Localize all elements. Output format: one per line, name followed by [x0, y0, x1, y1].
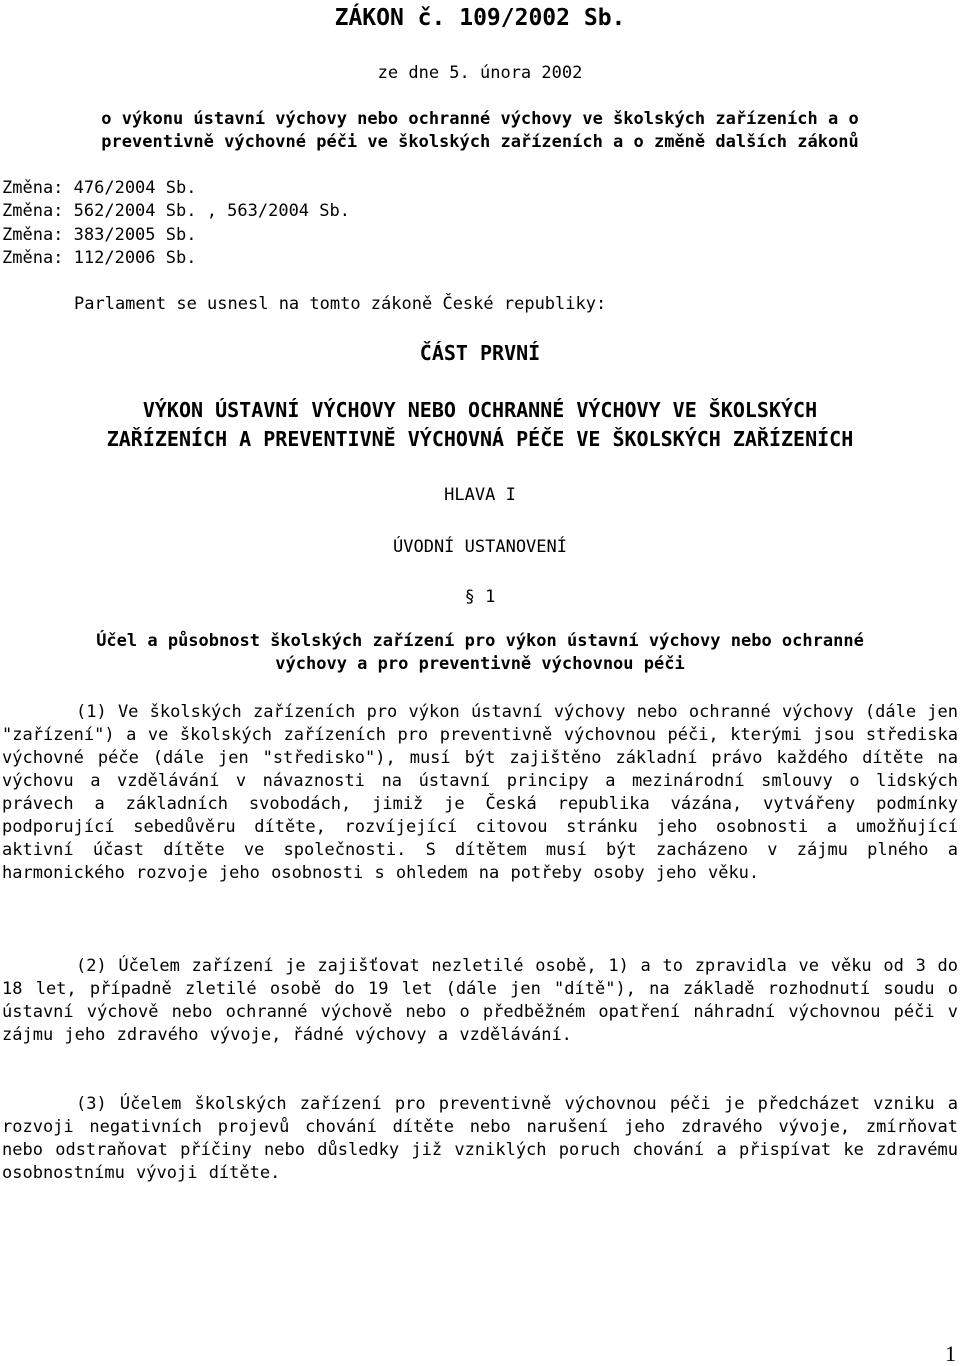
- page-number: 1: [945, 1341, 956, 1366]
- paragraph-3: (3) Účelem školských zařízení pro preventivně výchovnou péči je předcházet vzniku a rozvoji negativních projevů chování dítěte nebo narušení jeho zdravého vývoje, zmírňovat nebo odstraňovat příčiny nebo důsledky již vzniklých poruch chování a přispívat ke zdravému osobnostnímu vývoji dítěte.: [2, 1094, 958, 1183]
- amendment-item: Změna: 383/2005 Sb.: [2, 225, 197, 245]
- law-date: ze dne 5. února 2002: [377, 63, 583, 83]
- part-heading-line-1: VÝKON ÚSTAVNÍ VÝCHOVY NEBO OCHRANNÉ VÝCHOVY VE ŠKOLSKÝCH: [142, 398, 818, 422]
- amendment-item: Změna: 562/2004 Sb. , 563/2004 Sb.: [2, 201, 350, 221]
- amendment-item: Změna: 112/2006 Sb.: [2, 248, 197, 268]
- section-number: § 1: [464, 587, 496, 607]
- part-heading-line-2: ZAŘÍZENÍCH A PREVENTIVNĚ VÝCHOVNÁ PÉČE VE ŠKOLSKÝCH ZAŘÍZENÍCH: [106, 427, 854, 451]
- section-title-line-2: výchovy a pro preventivně výchovnou péči: [275, 654, 685, 674]
- preamble: Parlament se usnesl na tomto zákoně České republiky:: [74, 294, 607, 314]
- part-title: ČÁST PRVNÍ: [419, 341, 541, 365]
- section-title-line-1: Účel a působnost školských zařízení pro výkon ústavní výchovy nebo ochranné: [96, 631, 864, 651]
- law-title: ZÁKON č. 109/2002 Sb.: [334, 5, 626, 31]
- head-subtitle: ÚVODNÍ USTANOVENÍ: [393, 537, 567, 557]
- law-subject-line-1: o výkonu ústavní výchovy nebo ochranné výchovy ve školských zařízeních a o: [101, 109, 859, 129]
- law-subject-line-2: preventivně výchovné péči ve školských zařízeních a o změně dalších zákonů: [101, 132, 859, 152]
- paragraph-1: (1) Ve školských zařízeních pro výkon ústavní výchovy nebo ochranné výchovy (dále jen "zařízení") a ve školských zařízeních pro preventivně výchovnou péči, kterými jsou střediska výchovné péče (dále jen "středisko"), musí být zajištěno základní právo každého dítěte na výchovu a vzdělávání v návaznosti na ústavní principy a mezinárodní smlouvy o lidských právech a základních svobodách, jimiž je Česká republika vázána, vytvářeny podmínky podporující sebedůvěru dítěte, rozvíjející citovou stránku jeho osobnosti a umožňující aktivní účast dítěte ve společnosti. S dítětem musí být zacházeno v zájmu plného a harmonického rozvoje jeho osobnosti s ohledem na potřeby osoby jeho věku.: [2, 702, 958, 883]
- amendment-item: Změna: 476/2004 Sb.: [2, 178, 197, 198]
- paragraph-2: (2) Účelem zařízení je zajišťovat nezletilé osobě, 1) a to zpravidla ve věku od 3 do 18 let, případně zletilé osobě do 19 let (dále jen "dítě"), na základě rozhodnutí soudu o ústavní výchově nebo ochranné výchově nebo o předběžném opatření náhradní výchovnou péči v zájmu jeho zdravého vývoje, řádné výchovy a vzdělávání.: [2, 956, 958, 1045]
- head-title: HLAVA I: [444, 485, 516, 505]
